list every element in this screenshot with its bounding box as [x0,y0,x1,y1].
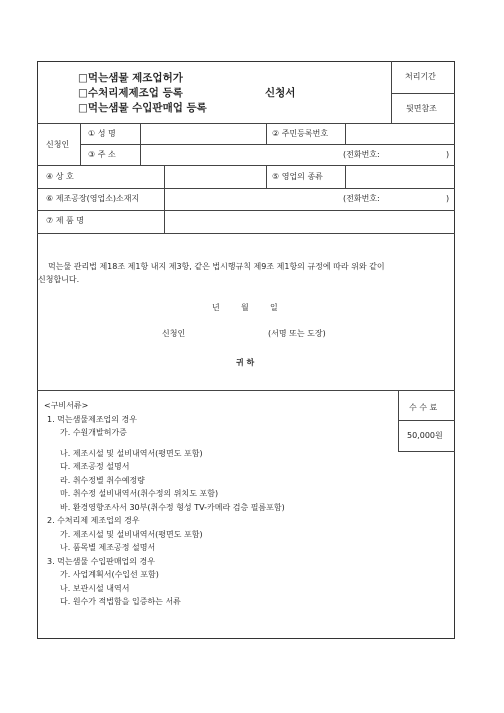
document-item: 마. 취수정 설비내역서(취수정의 위치도 포함) [60,489,219,498]
document-item: 1. 먹는샘물제조업의 경우 [47,415,137,424]
document-item: 바. 환경영향조사서 30부(취수정 형성 TV-카메라 검층 필름포함) [60,503,285,512]
phone-close: ) [446,150,450,159]
document-item: 다. 제조공정 설명서 [60,462,130,471]
factory-phone-label: (전화번호: [343,194,380,203]
form-title-line-1: □먹는샘물 제조업허가 [78,72,183,84]
date-day: 일 [270,303,278,312]
document-item: 라. 취수정별 취수예정량 [60,476,145,485]
factory-location-label: ⑥ 제조공장(영업소)소재지 [46,194,140,203]
business-type-field[interactable] [346,166,454,187]
rrn-field[interactable] [346,124,454,143]
document-item: 2. 수처리제 제조업의 경우 [47,516,140,525]
trade-name-field[interactable] [165,166,265,187]
fee-value: 50,000원 [407,431,443,440]
address-field[interactable] [141,145,341,164]
documents-heading: <구비서류> [44,401,89,410]
address-label: ③ 주 소 [88,150,116,159]
date-month: 월 [241,303,249,312]
statement-line-2: 신청합니다. [38,275,80,284]
trade-name-label: ④ 상 호 [46,172,74,181]
rule [391,61,392,123]
date-year: 년 [212,303,220,312]
rrn-label: ② 주민등록번호 [272,129,329,138]
document-item: 가. 사업계획서(수입선 포함) [60,570,159,579]
rule [398,390,399,451]
document-item: 가. 수원개발허가증 [60,428,127,437]
business-type-label: ⑤ 영업의 종류 [272,172,323,181]
processing-period-value: 뒷면참조 [406,104,437,113]
name-field[interactable] [141,124,265,143]
rule [266,165,267,188]
rule [398,420,455,421]
form-name: 신청서 [265,87,296,99]
rule [80,123,81,165]
statement-line-1: 먹는물 관리법 제18조 제1항 내지 제3항, 같은 법시행규칙 제9조 제1항의 규정에 따라 위와 같이 [48,262,385,271]
factory-location-field[interactable] [165,189,341,209]
rule [37,390,455,391]
factory-phone-close: ) [446,194,450,203]
document-item: 나. 보관시설 내역서 [60,584,130,593]
form-title-line-2: □수처리제제조업 등록 [78,87,183,99]
rule [266,123,267,144]
phone-label: (전화번호: [343,150,380,159]
rule [391,93,455,94]
processing-period-label: 처리기간 [405,72,436,81]
signer-field[interactable] [186,326,264,340]
fee-label: 수 수 료 [409,403,438,412]
form-title-line-3: □먹는샘물 수입판매업 등록 [78,102,207,114]
name-label: ① 성 명 [88,129,116,138]
signer-label: 신청인 [162,329,186,338]
document-item: 나. 품목별 제조공정 설명서 [60,543,156,552]
document-item: 3. 먹는샘물 수입판매업의 경우 [47,557,155,566]
document-item: 나. 제조시설 및 설비내역서(평면도 포함) [60,449,203,458]
product-name-label: ⑦ 제 품 명 [46,216,84,225]
product-name-field[interactable] [165,211,454,232]
signature-note: (서명 또는 도장) [268,329,326,338]
rule [398,451,455,452]
recipient: 귀 하 [236,358,255,367]
document-item: 다. 원수가 적법함을 입증하는 서류 [60,597,181,606]
rule [37,233,455,234]
document-item: 가. 제조시설 및 설비내역서(평면도 포함) [60,530,203,539]
applicant-section-label: 신청인 [46,140,70,149]
